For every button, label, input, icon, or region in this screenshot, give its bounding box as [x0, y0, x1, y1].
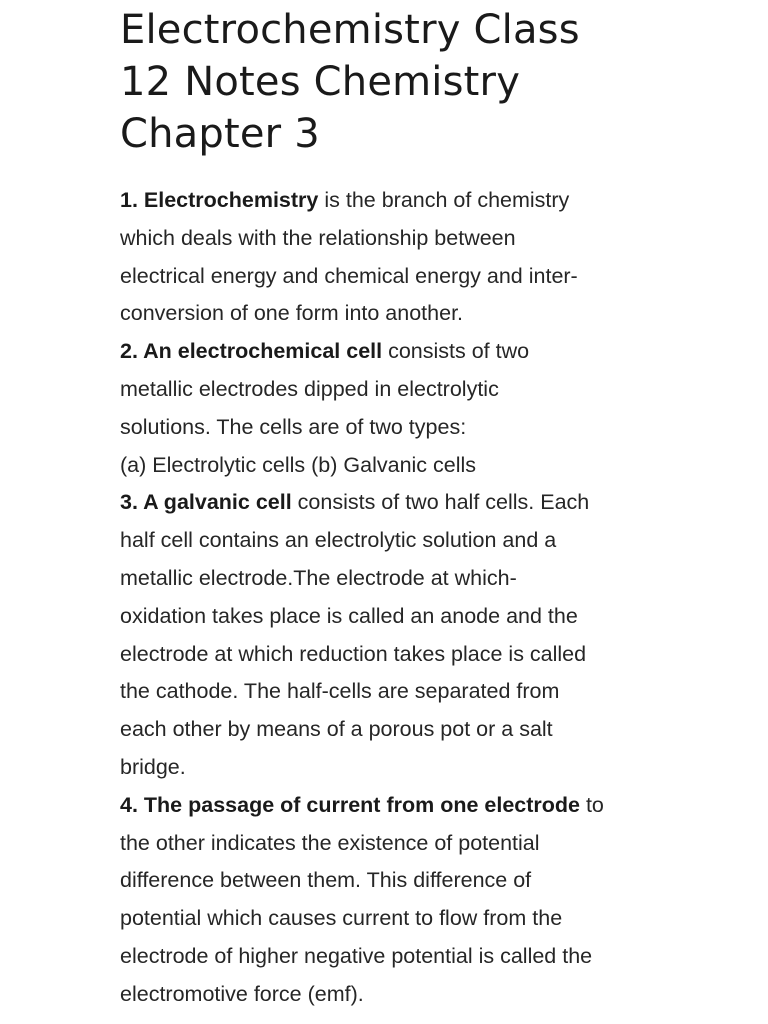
paragraph-line: which deals with the relationship between: [120, 225, 516, 250]
paragraph-line: metallic electrode.The electrode at which-: [120, 565, 517, 590]
paragraph-line: bridge.: [120, 754, 186, 779]
paragraph-line: metallic electrodes dipped in electrolytic: [120, 376, 499, 401]
paragraph-line: the other indicates the existence of potential: [120, 830, 540, 855]
title-line: Chapter 3: [120, 111, 320, 157]
note-point-2: [120, 333, 668, 484]
note-point-1: [120, 182, 668, 333]
paragraph-line: each other by means of a porous pot or a salt: [120, 717, 553, 742]
paragraph-line: oxidation takes place is called an anode and the: [120, 603, 578, 628]
paragraph-line: half cell contains an electrolytic solution and a: [120, 528, 557, 553]
paragraph-line: (a) Electrolytic cells (b) Galvanic cells: [120, 452, 477, 477]
paragraph-line: the cathode. The half-cells are separated from: [120, 679, 560, 704]
point-lead: 1. Electrochemistry: [120, 188, 319, 212]
title-line: 12 Notes Chemistry: [120, 59, 521, 105]
page-title: [120, 0, 668, 160]
paragraph-text: consists of two half cells. Each: [291, 490, 590, 515]
paragraph-line: difference between them. This difference of: [120, 868, 532, 893]
paragraph-line: [120, 787, 668, 825]
paragraph-line: potential which causes current to flow from the: [120, 906, 563, 931]
paragraph-line: electrode at which reduction takes place is called: [120, 641, 587, 666]
paragraph-text: consists of two: [382, 339, 530, 364]
paragraph-line: [120, 333, 668, 371]
note-point-4: [120, 787, 668, 1014]
paragraph-text: is the branch of chemistry: [318, 188, 570, 212]
paragraph-line: electrode of higher negative potential is called the: [120, 943, 593, 968]
paragraph-line: electrical energy and chemical energy and inter-: [120, 263, 578, 288]
title-line: Electrochemistry Class: [120, 7, 580, 53]
paragraph-line: solutions. The cells are of two types:: [120, 414, 467, 439]
paragraph-text: to: [579, 792, 604, 817]
point-lead: 3. A galvanic cell: [120, 490, 292, 515]
paragraph-line: [120, 182, 668, 220]
paragraph-line: conversion of one form into another.: [120, 301, 464, 326]
note-point-3: [120, 484, 668, 786]
point-lead: 2. An electrochemical cell: [120, 339, 383, 364]
point-lead: 4. The passage of current from one electrode: [120, 792, 580, 817]
paragraph-line: electromotive force (emf).: [120, 981, 364, 1006]
paragraph-line: [120, 484, 668, 522]
article-body: [120, 182, 668, 1014]
